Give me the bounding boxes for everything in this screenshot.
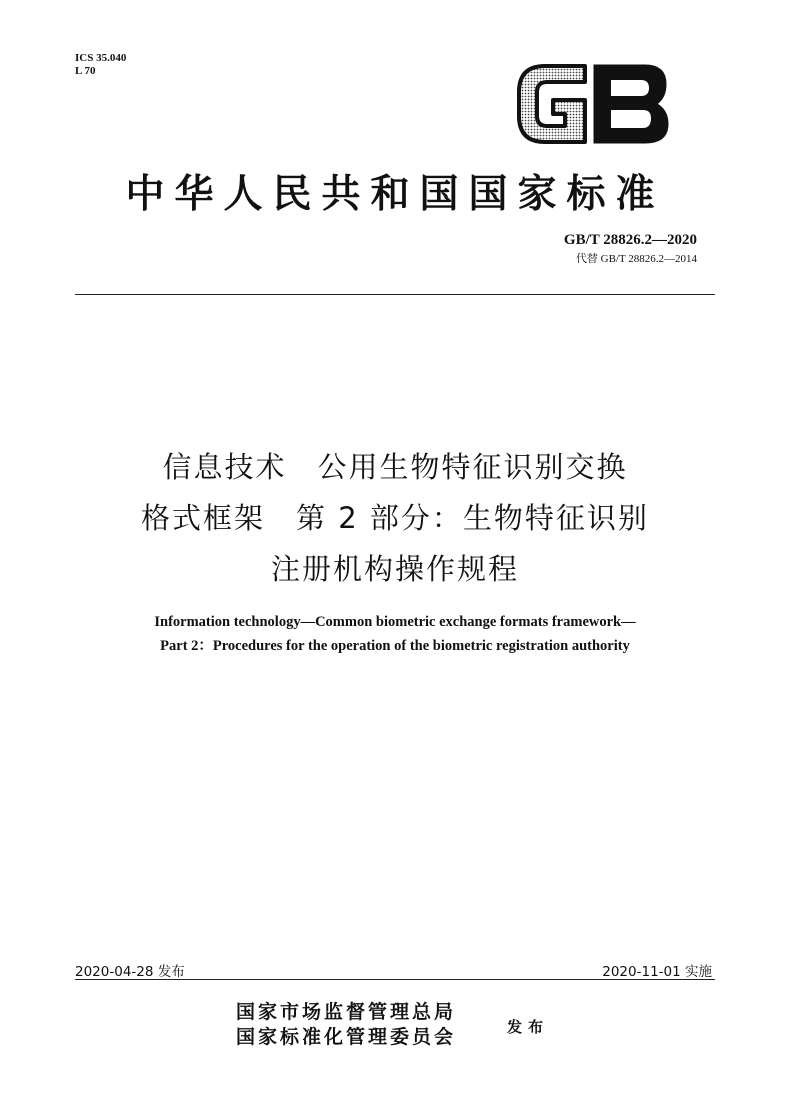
issue-label: 发布	[507, 1018, 550, 1036]
header-divider	[75, 294, 715, 295]
chinese-title-line-1: 信息技术 公用生物特征识别交换	[162, 450, 628, 484]
issuer-1: 国家市场监督管理总局	[236, 1001, 457, 1023]
classification-codes	[75, 52, 126, 78]
footer-divider	[75, 979, 715, 980]
standard-number: GB/T 28826.2—2020	[563, 232, 697, 248]
ics-code: ICS 35.040	[75, 52, 127, 64]
chinese-title-line-3: 注册机构操作规程	[270, 552, 519, 586]
issuing-authorities	[236, 1000, 456, 1050]
english-title-line-1: Information technology—Common biometric exchange formats framework—	[154, 614, 636, 630]
chinese-title	[0, 442, 790, 595]
standard-number-block	[564, 232, 697, 266]
replaces-note: 代替 GB/T 28826.2—2014	[575, 253, 697, 265]
national-standard-title: 中华人民共和国国家标准	[125, 171, 665, 217]
english-title-line-2: Part 2：Procedures for the operation of the biometric registration authority	[160, 638, 630, 654]
chinese-title-line-2: 格式框架 第 2 部分：生物特征识别	[141, 501, 649, 535]
ccs-code: L 70	[75, 65, 96, 77]
gb-logo	[515, 62, 670, 146]
english-title	[0, 610, 790, 658]
issuer-2: 国家标准化管理委员会	[236, 1026, 457, 1048]
publish-date: 2020-04-28 发布	[75, 964, 185, 980]
implement-date: 2020-11-01 实施	[602, 964, 712, 980]
